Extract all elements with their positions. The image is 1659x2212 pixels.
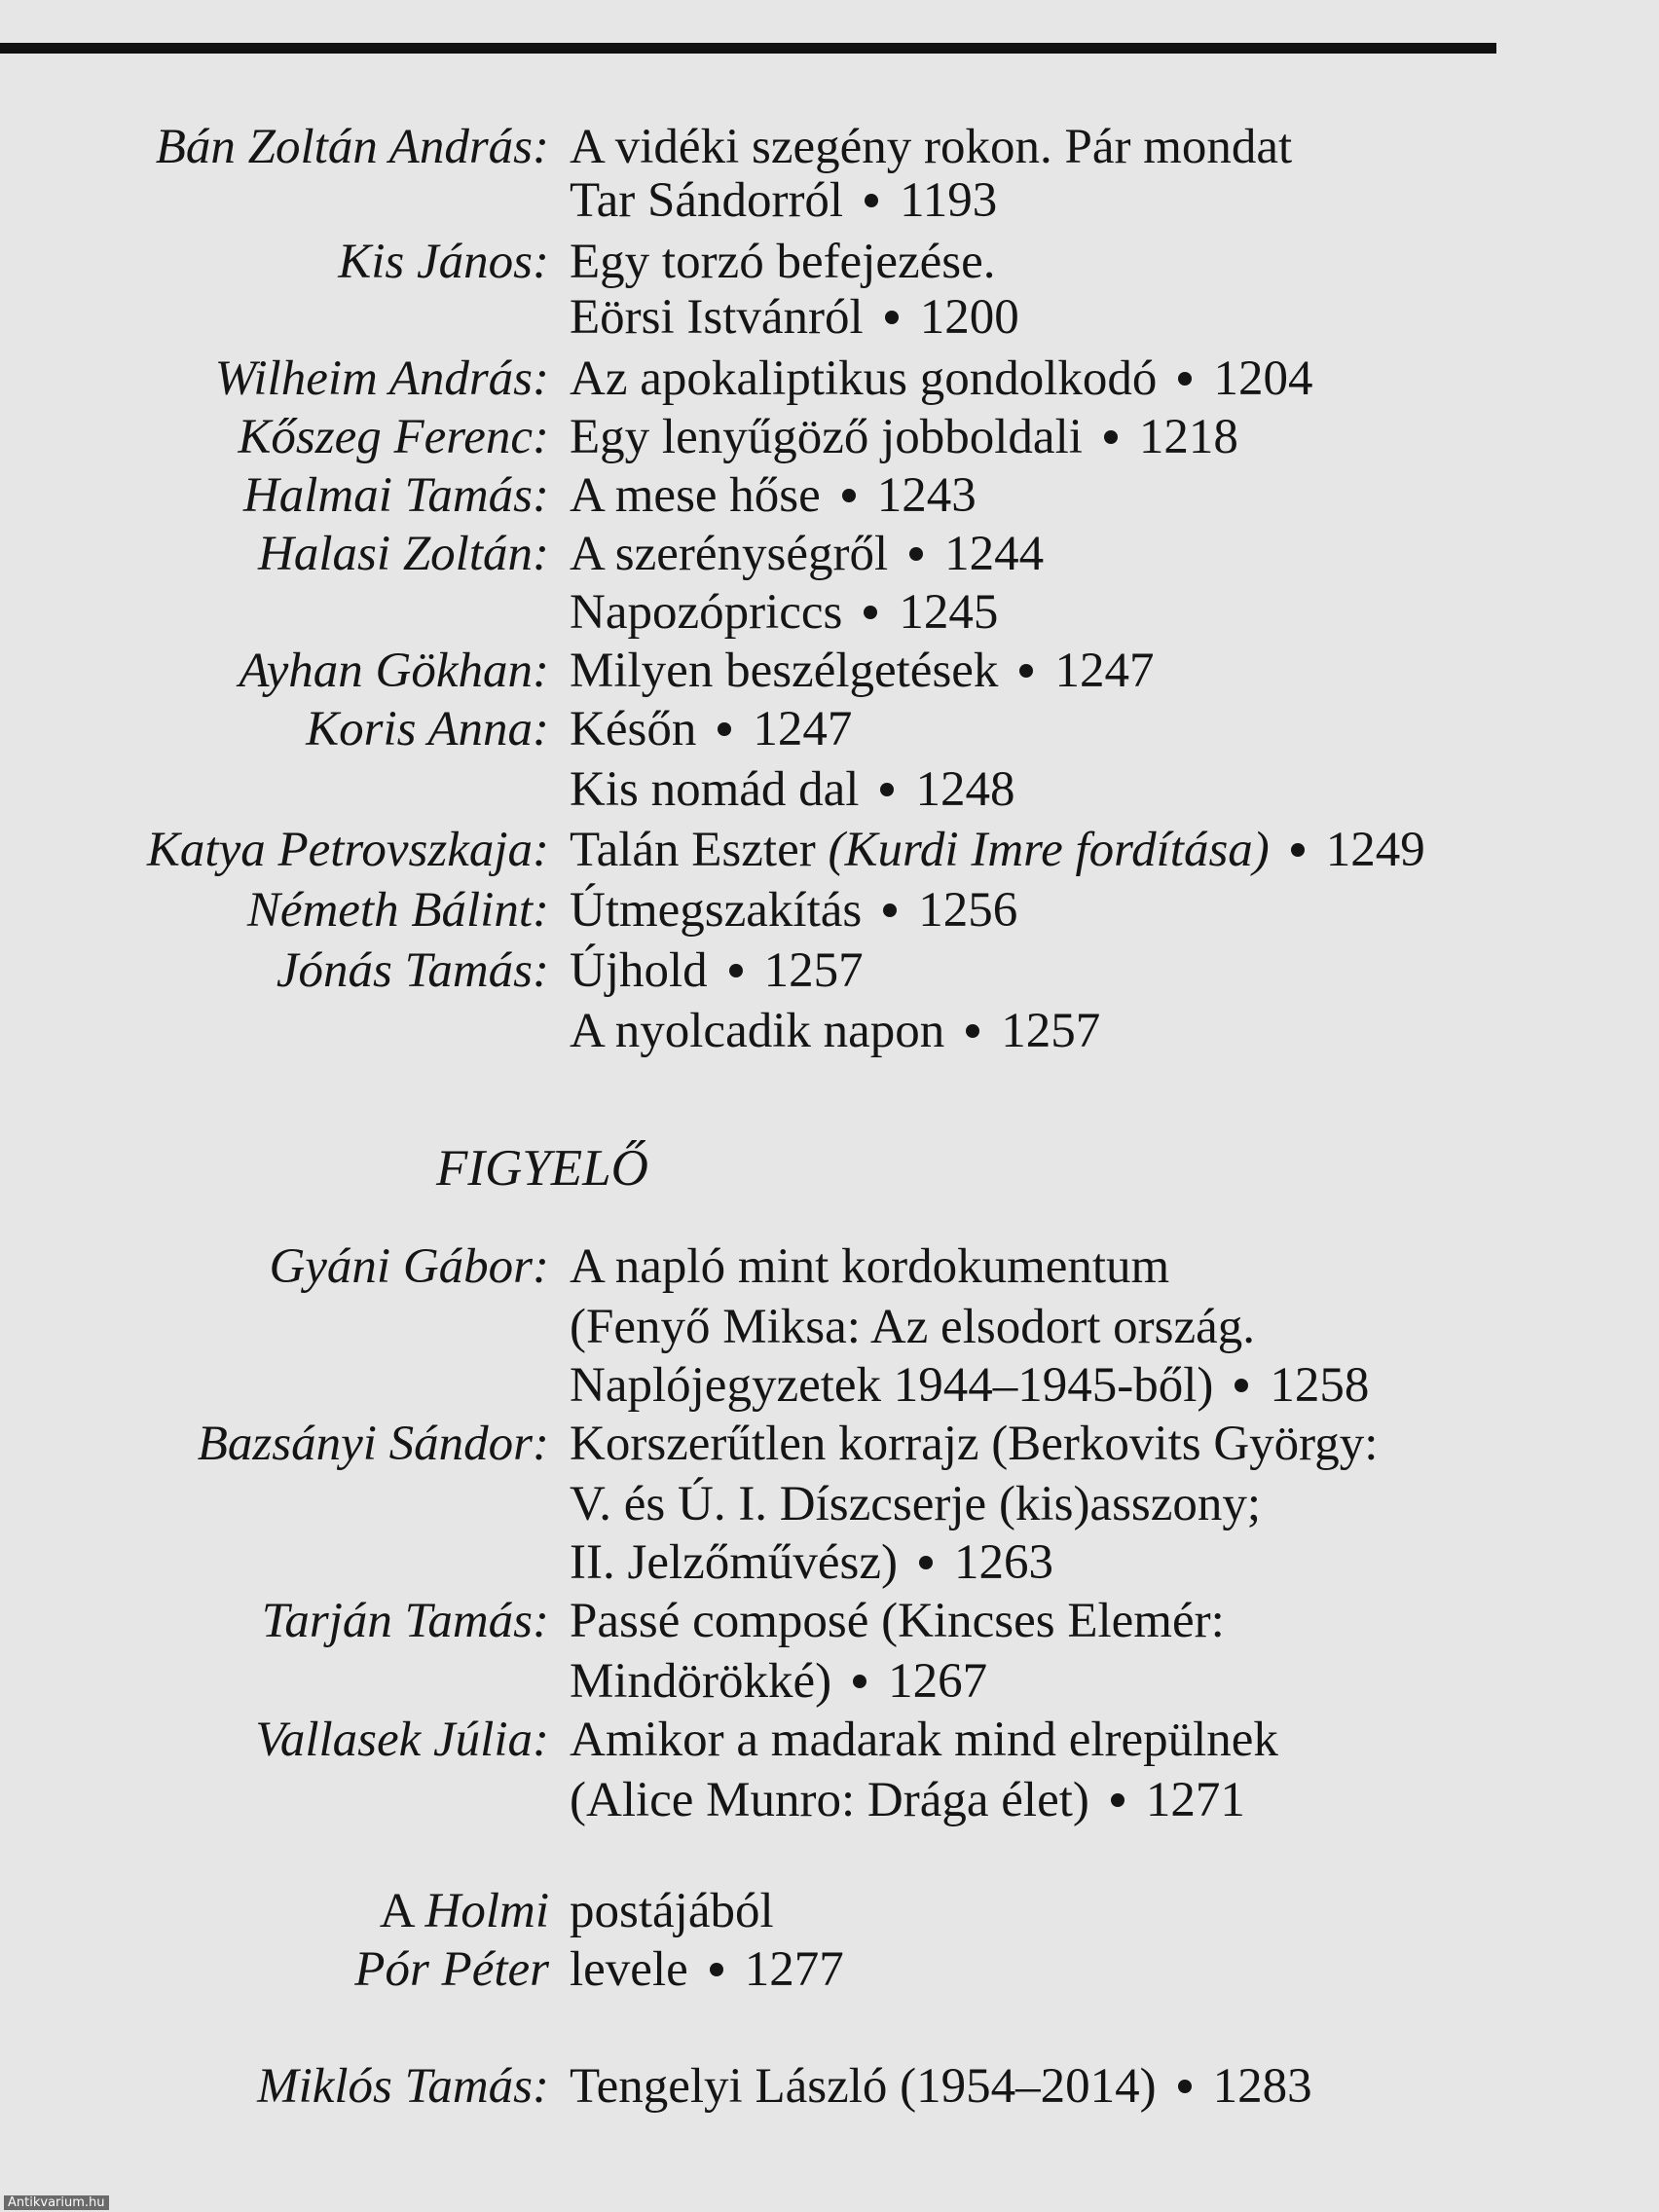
entry-title: A vidéki szegény rokon. Pár mondat (570, 120, 1293, 174)
entry-author: Halmai Tamás: (242, 468, 549, 523)
entry-title: A szerénységről 1244 (570, 527, 1045, 581)
bullet-icon (966, 1024, 979, 1038)
entry-author: Kis János: (338, 235, 549, 289)
toc-entry (0, 1355, 1659, 1416)
entry-title: Tar Sándorról 1193 (570, 173, 998, 228)
toc-entry (0, 2056, 1659, 2117)
bullet-icon (1235, 1379, 1248, 1392)
page-number: 1283 (1212, 2059, 1312, 2114)
toc-entry (0, 170, 1659, 231)
entry-title: Útmegszakítás 1256 (570, 883, 1018, 938)
toc-entry (0, 1297, 1659, 1357)
toc-entry (0, 1236, 1659, 1297)
entry-title: Napozópriccs 1245 (570, 585, 999, 640)
toc-entry (0, 1532, 1659, 1593)
page-number: 1245 (899, 585, 999, 640)
entry-author: Ayhan Gökhan: (239, 644, 549, 698)
page-number: 1257 (1001, 1004, 1101, 1058)
toc-entry (0, 117, 1659, 177)
entry-title: Egy lenyűgöző jobboldali 1218 (570, 410, 1238, 464)
bullet-icon (718, 722, 731, 736)
entry-title: Egy torzó befejezése. (570, 235, 996, 289)
entry-title: II. Jelzőművész) 1263 (570, 1535, 1054, 1590)
bullet-icon (710, 1963, 723, 1976)
entry-author: Németh Bálint: (246, 883, 549, 938)
postal-heading-text: A Holmi (379, 1884, 549, 1938)
toc-entry (0, 940, 1659, 1001)
entry-title: A napló mint kordokumentum (570, 1239, 1170, 1294)
page-number: 1267 (888, 1654, 988, 1709)
entry-title: Újhold 1257 (570, 943, 864, 998)
page-number: 1247 (1054, 644, 1155, 698)
entry-author: Wilheim András: (214, 351, 549, 406)
entry-title: Későn 1247 (570, 702, 853, 756)
toc-entry (0, 759, 1659, 820)
entry-author: Jónás Tamás: (276, 943, 549, 998)
page-number: 1218 (1138, 410, 1238, 464)
bullet-icon (729, 964, 743, 977)
entry-title: levele 1277 (570, 1942, 844, 1997)
page-number: 1243 (876, 468, 977, 523)
toc-entry (0, 1939, 1659, 2000)
entry-author: Pór Péter (354, 1942, 549, 1997)
page-number: 1247 (753, 702, 853, 756)
toc-entry (0, 407, 1659, 467)
bullet-icon (853, 1675, 866, 1688)
page-number: 1244 (944, 527, 1045, 581)
entry-author: Tarján Tamás: (261, 1594, 549, 1648)
bullet-icon (880, 783, 894, 796)
entry-title: Milyen beszélgetések 1247 (570, 644, 1155, 698)
entry-author: Katya Petrovszkaja: (146, 823, 549, 877)
page-number: 1277 (744, 1942, 844, 1997)
entry-title: Amikor a madarak mind elrepülnek (570, 1713, 1278, 1767)
bullet-icon (1291, 843, 1305, 857)
entry-title: (Fenyő Miksa: Az elsodort ország. (570, 1300, 1255, 1354)
entry-title: A nyolcadik napon 1257 (570, 1004, 1101, 1058)
entry-title: (Alice Munro: Drága élet) 1271 (570, 1773, 1245, 1827)
toc-entry (0, 1001, 1659, 1061)
toc-entry (0, 524, 1659, 584)
page-number: 1263 (954, 1535, 1054, 1590)
top-rule (0, 43, 1496, 54)
toc-entry (0, 232, 1659, 292)
entry-title: Az apokaliptikus gondolkodó 1204 (570, 351, 1313, 406)
toc-entry (0, 1651, 1659, 1712)
entry-title: Naplójegyzetek 1944–1945-ből) 1258 (570, 1358, 1370, 1413)
bullet-icon (909, 547, 923, 561)
page-number: 1256 (918, 883, 1018, 938)
page-number: 1257 (763, 943, 864, 998)
page-number: 1193 (900, 173, 998, 228)
entry-title: Talán Eszter (Kurdi Imre fordítása) 1249 (570, 823, 1425, 877)
bullet-icon (864, 606, 877, 619)
bullet-icon (1178, 372, 1192, 386)
translator-note: (Kurdi Imre fordítása) (828, 823, 1270, 877)
bullet-icon (1104, 430, 1118, 444)
postal-suffix: postájából (570, 1884, 774, 1938)
section-heading: FIGYELŐ (436, 1140, 648, 1197)
toc-entry (0, 699, 1659, 759)
watermark: Antikvarium.hu (4, 2195, 109, 2210)
toc-entry (0, 641, 1659, 701)
entry-author: Bazsányi Sándor: (197, 1417, 549, 1471)
bullet-icon (1019, 664, 1033, 678)
toc-entry (0, 349, 1659, 409)
page-number: 1204 (1213, 351, 1313, 406)
page-number: 1249 (1325, 823, 1425, 877)
entry-title: V. és Ú. I. Díszcserje (kis)asszony; (570, 1477, 1262, 1531)
entry-author: Koris Anna: (306, 702, 549, 756)
entry-title: Passé composé (Kincses Elemér: (570, 1594, 1225, 1648)
page-number: 1258 (1270, 1358, 1370, 1413)
bullet-icon (885, 311, 899, 324)
entry-author: Kőszeg Ferenc: (238, 410, 549, 464)
toc-entry (0, 880, 1659, 940)
bullet-icon (1178, 2080, 1192, 2093)
bullet-icon (842, 489, 856, 502)
entry-title: Eörsi Istvánról 1200 (570, 290, 1019, 345)
entry-title: Mindörökké) 1267 (570, 1654, 988, 1709)
entry-title: Tengelyi László (1954–2014) 1283 (570, 2059, 1312, 2114)
journal-name: Holmi (424, 1884, 549, 1938)
entry-author: Bán Zoltán András: (155, 120, 549, 174)
bullet-icon (865, 194, 878, 207)
bullet-icon (919, 1556, 933, 1569)
toc-entry (0, 582, 1659, 643)
entry-author: Halasi Zoltán: (258, 527, 549, 581)
toc-entry (0, 1414, 1659, 1474)
toc-entry (0, 287, 1659, 348)
page-number: 1248 (915, 762, 1015, 817)
toc-entry (0, 1591, 1659, 1651)
entry-title: Korszerűtlen korrajz (Berkovits György: (570, 1417, 1379, 1471)
toc-entry (0, 1474, 1659, 1534)
bullet-icon (883, 903, 897, 917)
entry-title: Kis nomád dal 1248 (570, 762, 1015, 817)
toc-entry (0, 820, 1659, 880)
page-number: 1271 (1145, 1773, 1245, 1827)
entry-author: Miklós Tamás: (257, 2059, 549, 2114)
toc-entry (0, 1770, 1659, 1830)
page-number: 1200 (919, 290, 1019, 345)
entry-title: A mese hőse 1243 (570, 468, 977, 523)
bullet-icon (1111, 1793, 1124, 1807)
toc-entry (0, 465, 1659, 526)
postal-heading (0, 1881, 1659, 1941)
entry-author: Gyáni Gábor: (269, 1239, 549, 1294)
entry-author: Vallasek Júlia: (255, 1713, 549, 1767)
toc-entry (0, 1710, 1659, 1770)
